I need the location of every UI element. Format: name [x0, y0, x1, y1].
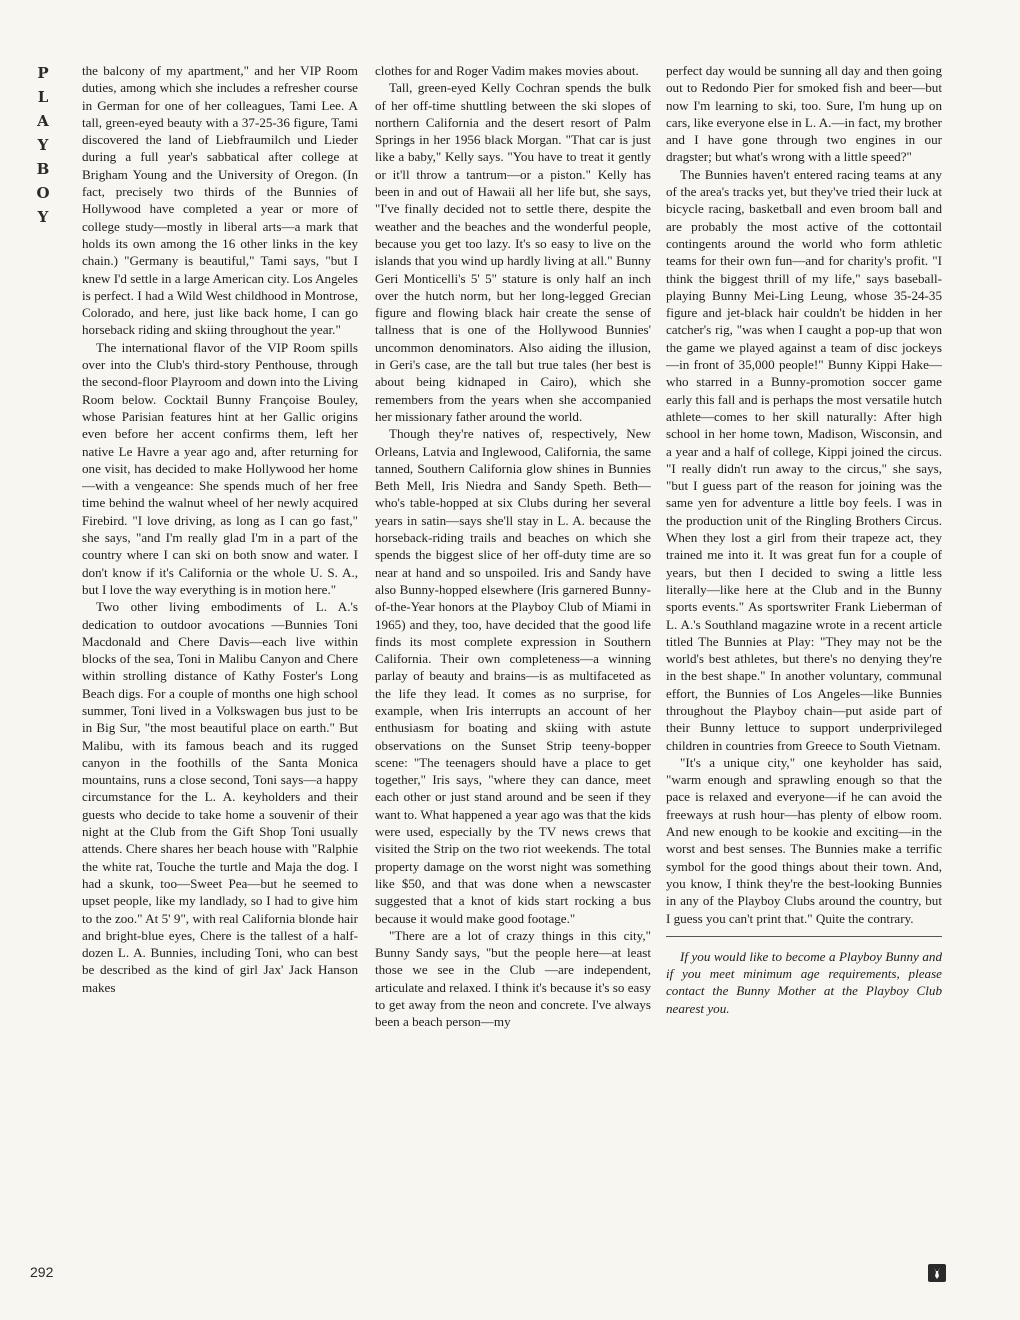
paragraph: The Bunnies haven't entered racing teams at any of the area's tracks yet, but they've tried their luck at bicycle racing, basketball and even broom ball and are probably the most active of the cottontail contingents around the world who form athletic teams for their own fun—and for charity's profit. "I think the biggest thrill of my life," says baseball-playing Bunny Mei-Ling Leung, whose 35-24-35 figure and jet-black hair couldn't be hidden in her catcher's rig, "was when I caught a pop-up that won the game we played against a team of disc jockeys—in front of 35,000 people!" Bunny Kippi Hake—who starred in a Bunny-promotion soccer game early this fall and is perhaps the most versatile hutch athlete—comes to her skill naturally: After high school in her home town, Madison, Wisconsin, and a year and a half of college, Kippi joined the circus. "I really didn't run away to the circus," she says, "but I guess part of the reason for joining was the same yen for adventure a little boy feels. I was in the production unit of the Ringling Brothers Circus. When they lost a girl from their trapeze act, they trained me into it. It was great fun for a couple of years, but then I decided to swing a little less literally—like here at the Club and in the Bunny sports events." As sportswriter Frank Lieberman of L. A.'s Southland magazine wrote in a recent article titled The Bunnies at Play: "They may not be the world's best athletes, but there's no denying they're in the best shape." In another voluntary, communal effort, the Bunnies of Los Angeles—like Bunnies throughout the Playboy chain—put aside part of their Bunny lettuce to support underprivileged children in countries from Greece to South Vietnam. [666, 166, 942, 753]
paragraph: "There are a lot of crazy things in this city," Bunny Sandy says, "but the people here—at least those we see in the Club —are independent, articulate and relaxed. I think it's because it's so easy to get away from the neon and concrete. I've always been a beach person—my [375, 927, 651, 1030]
page-number: 292 [30, 1264, 54, 1280]
side-title-letter: P [37, 64, 49, 82]
magazine-side-title [30, 66, 56, 224]
side-title-letter: Y [37, 136, 49, 154]
paragraph: perfect day would be sunning all day and then going out to Redondo Pier for smoked fish and beer—but now I'm learning to ski, too. Sure, I'm hung up on cars, like everyone else in L. A.—in fact, my brother and I have gone through two engines in our dragster; but what's wrong with a little speed?" [666, 63, 942, 165]
divider [666, 936, 942, 937]
article-column-3 [666, 62, 942, 1294]
paragraph: Though they're natives of, respectively, New Orleans, Latvia and Inglewood, California, the same tanned, Southern California glow shines in Bunnies Beth Mell, Iris Niedra and Sandy Speth. Beth—who's table-hopped at six Clubs during her several years in satin—says she'll stay in L. A. because the horseback-riding trails and beaches on which she spends the biggest slice of her off-duty time are so near at hand and so unspoiled. Iris and Sandy have also Bunny-hopped elsewhere (Iris garnered Bunny-of-the-Year honors at the Playboy Club of Miami in 1965) and they, too, have decided that the good life finds its most complete expression in Southern California. Their own completeness—a winning parlay of beauty and brains—is as multifaceted as the life they lead. It comes as no surprise, for example, when Iris interrupts an account of her enthusiasm for boating and skiing with astute observations on the Sunset Strip teeny-bopper scene: "The teenagers should have a place to get together," Iris says, "where they can dance, meet each other or just stand around and be seen if they want to. What happened a year ago was that the kids were used, especially by the TV news crews that visited the Strip on the two riot weekends. The total property damage on the worst night was something like $50, and that was done when a newscaster suggested that a knot of kids start rocking a bus because it would make good footage." [375, 426, 651, 926]
side-title-letter: B [36, 160, 50, 178]
side-title-letter: A [37, 112, 49, 130]
paragraph: Tall, green-eyed Kelly Cochran spends the bulk of her off-time shuttling between the ski slopes of northern California and the desert resort of Palm Springs in her 1956 black Morgan. "That car is just like a baby," Kelly says. "You have to treat it gently or it'll throw a tantrum—or a piston." Kelly has been in and out of Hawaii all her life but, she says, "I've finally decided not to settle there, despite the weather and the beaches and the wonderful people, because you get too lazy. It's so easy to live on the islands that you wind up hardly living at all." Bunny Geri Monticelli's 5' 5" stature is only half an inch over the hutch norm, but her long-legged Grecian figure and flowing black hair create the sense of tallness that is one of the Hollywood Bunnies' uncommon denominators. Also aiding the illusion, in Geri's case, are the tall but true tales (her best is about being kidnaped in Cairo), which she remembers from the years when she accompanied her missionary father around the world. [375, 80, 651, 424]
article-column-2 [375, 62, 651, 1294]
paragraph: Two other living embodiments of L. A.'s dedication to outdoor avocations —Bunnies Toni Macdonald and Chere Davis—each live within blocks of the sea, Toni in Malibu Canyon and Chere within strolling distance of Kathy Foster's Long Beach digs. For a couple of months one high school summer, Toni lived in a Volkswagen bus just to be in Big Sur, "the most beautiful place on earth." But Malibu, with its famous beach and its rugged canyon in the foothills of the Santa Monica mountains, runs a close second, Toni says—a happy circumstance for the L. A. keyholders and their guests who decide to take home a souvenir of their night at the Club from the Gift Shop Toni usually attends. Chere shares her beach house with "Ralphie the white rat, Touche the turtle and Maja the dog. I had a skunk, too—Sweet Pea—but he seemed to upset people, like my landlady, so I had to give him to the zoo." At 5' 9", with real California blonde hair and bright-blue eyes, Chere is the tallest of a half-dozen L. A. Bunnies, including Toni, who can best be described as the kind of girl Jax' Jack Hanson makes [82, 599, 358, 995]
article-column-1 [82, 62, 358, 1294]
side-title-letter: L [37, 88, 49, 106]
paragraph: "It's a unique city," one keyholder has said, "warm enough and sprawling enough so that the pace is relaxed and everyone—if he can avoid the freeways at rush hour—has plenty of elbow room. And new enough to be kookie and exciting—in the worst and best senses. The Bunnies make a terrific symbol for the good things about their town. And, you know, I think they're the best-looking Bunnies in any of the Playboy Clubs around the country, but I guess you can't print that." Quite the contrary. [666, 754, 942, 926]
paragraph: the balcony of my apartment," and her VIP Room duties, among which she includes a refresher course in German for one of her colleagues, Tami Lee. A tall, green-eyed beauty with a 37-25-36 figure, Tami discovered the land of Liebfraumilch und Lieder during a full year's sabbatical after college at Brigham Young and the University of Oregon. (In fact, precisely two thirds of the Bunnies of Hollywood have completed a year or more of college study—mostly in liberal arts—a mark that holds its own among the 16 other links in the key chain.) "Germany is beautiful," Tami says, "but I knew I'd settle in a large American city. Los Angeles is perfect. I had a Wild West childhood in Montrose, Colorado, and here, just like back home, I can go horseback riding and skiing throughout the year." [82, 63, 358, 338]
paragraph: clothes for and Roger Vadim makes movies about. [375, 63, 639, 78]
side-title-letter: O [36, 184, 50, 202]
side-title-letter: Y [37, 208, 49, 226]
rabbit-head-logo-icon [928, 1264, 946, 1282]
recruitment-note: If you would like to become a Playboy Bunny and if you meet minimum age requirements, please contact the Bunny Mother at the Playboy Club nearest you. [666, 948, 942, 1016]
paragraph: The international flavor of the VIP Room spills over into the Club's third-story Penthouse, through the second-floor Playroom and down into the Living Room below. Cocktail Bunny Françoise Bouley, whose Parisian features hint at her Gallic origins even before her accent confirms them, left her native Le Havre a year ago and, after returning for one visit, has decided to make Hollywood her home—with a vengeance: She spends much of her free time behind the walnut wheel of her newly acquired Firebird. "I love driving, as long as I can go fast," she says, "and I'm really glad I'm in a part of the country where I can ski on both snow and water. I don't know if it's California or the whole U. S. A., but I love the way everything is in motion here." [82, 339, 358, 597]
